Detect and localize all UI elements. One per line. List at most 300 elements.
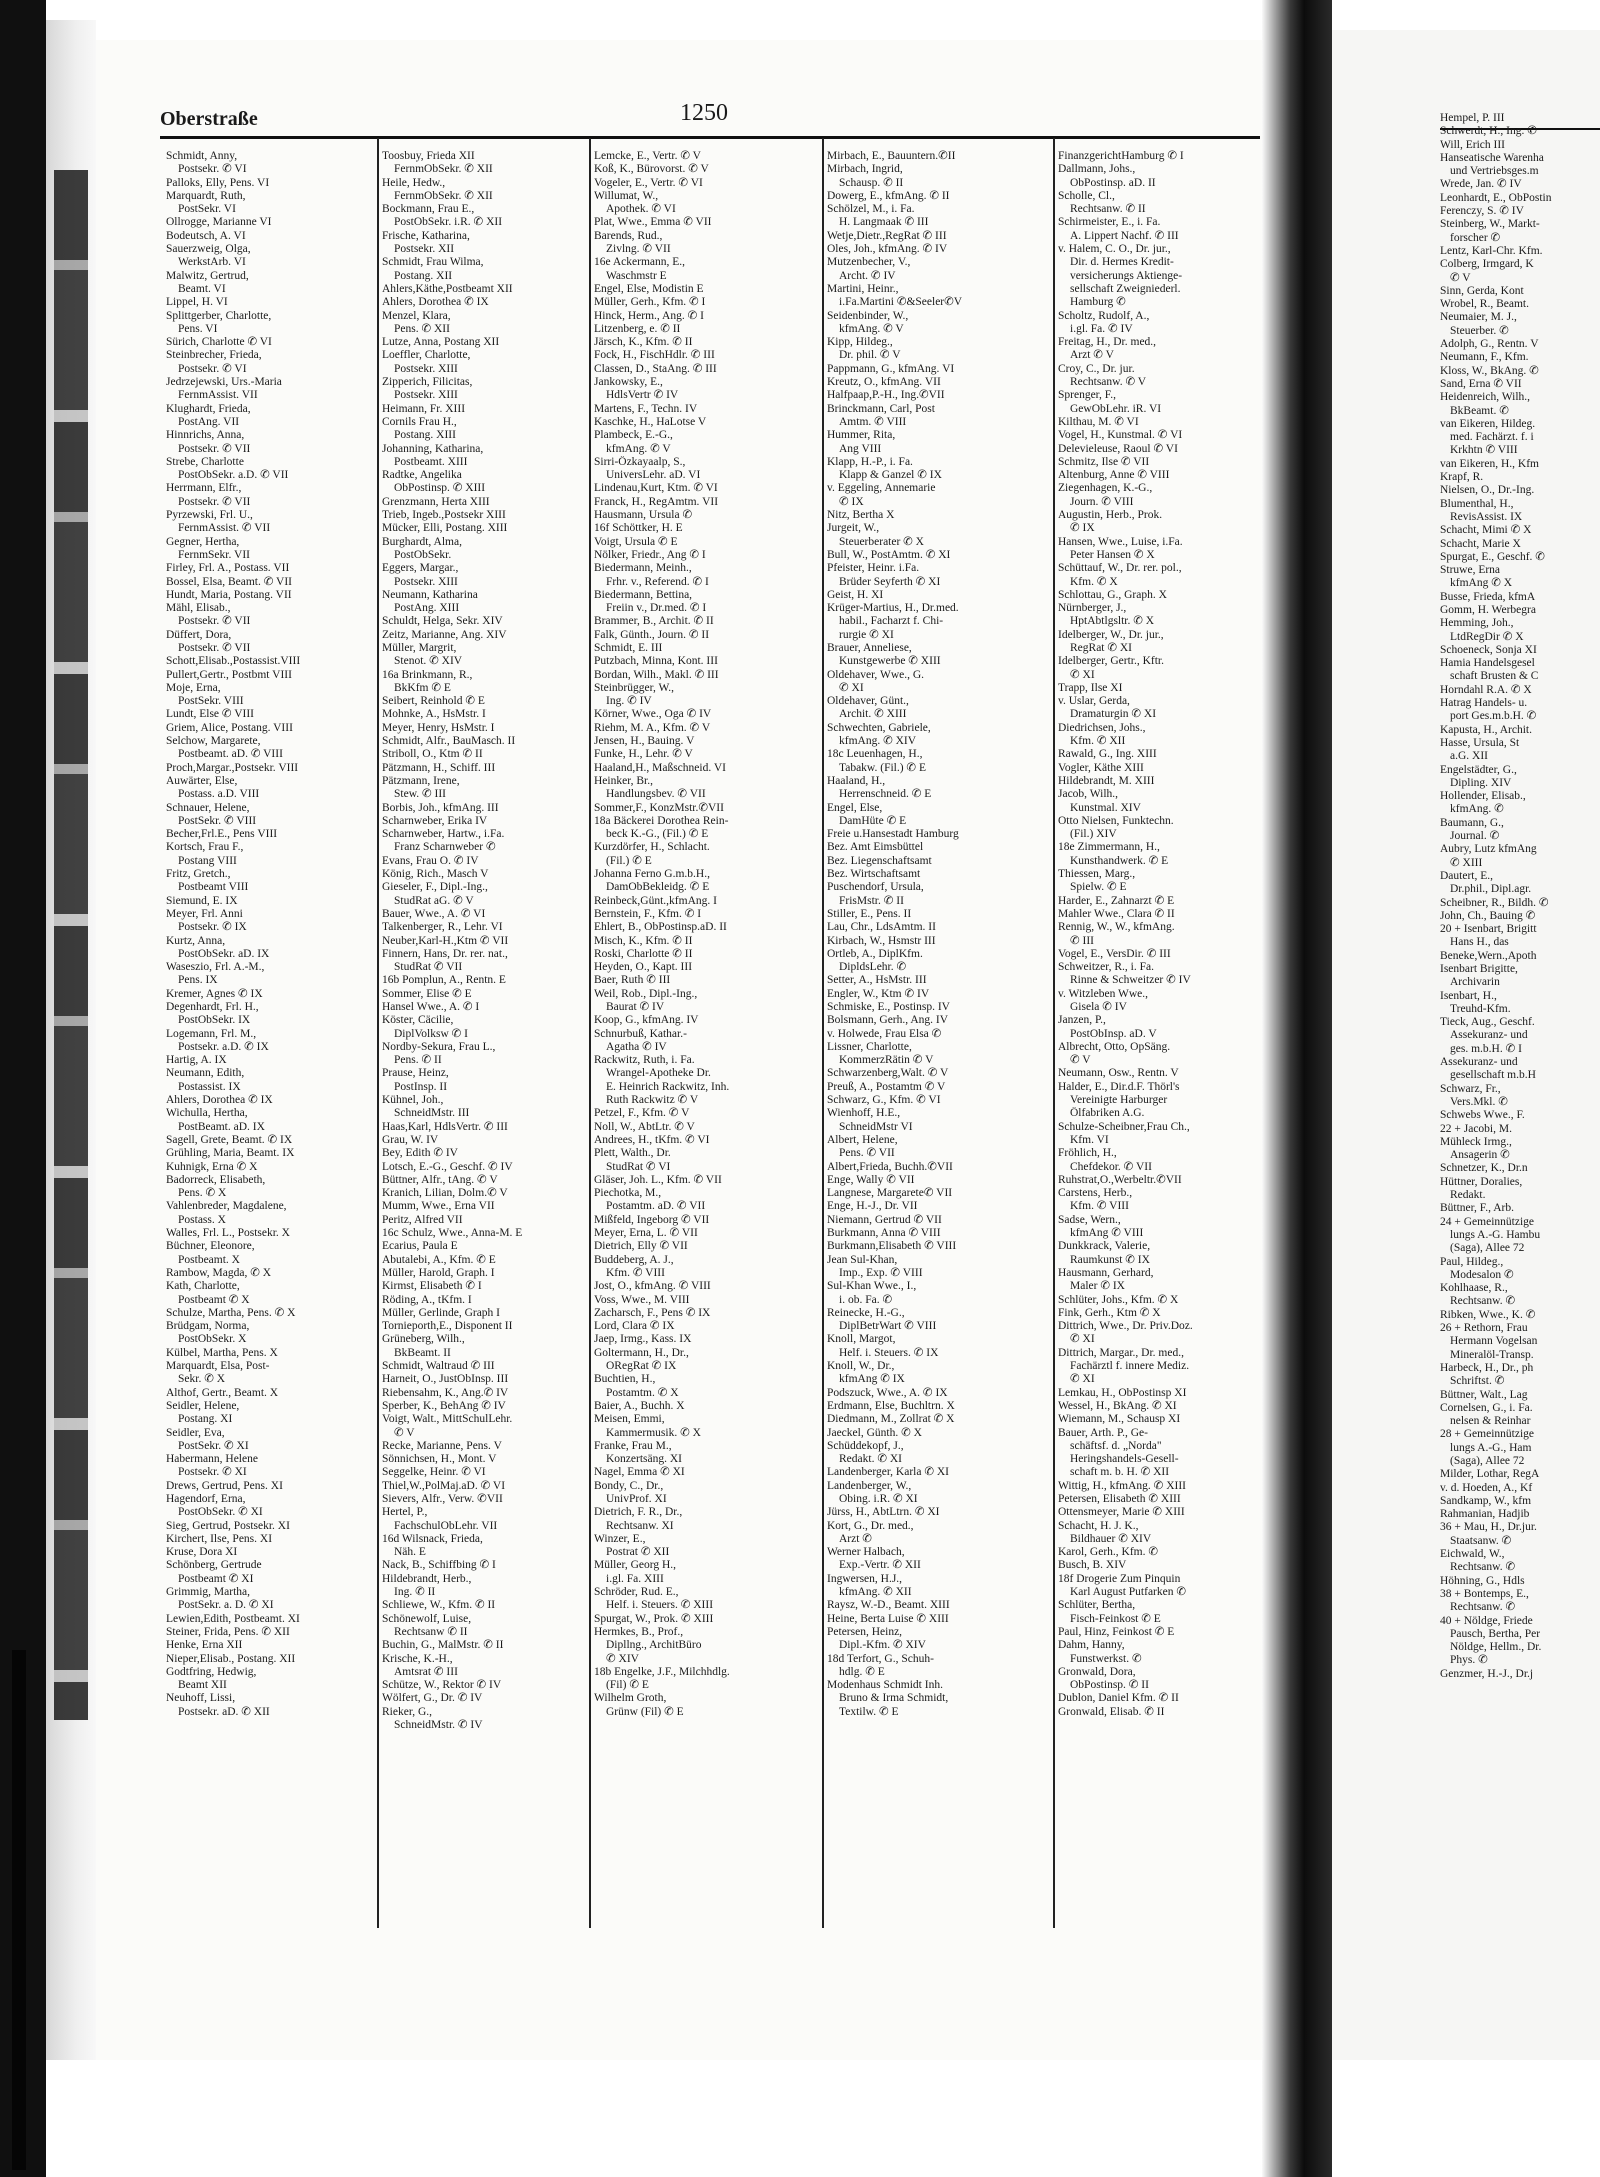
directory-entry: Haas,Karl, HdlsVertr. ✆ III [382,1120,508,1133]
directory-entry: Bez. Amt Eimsbüttel [827,841,924,854]
directory-entry: Krapf, R. [1440,471,1484,484]
directory-entry: Schmidt, Waltraud ✆ III [382,1360,495,1373]
directory-entry: Janzen, P., [1058,1014,1106,1027]
directory-entry: Kort, G., Dr. med., [827,1519,914,1532]
directory-entry: Sand, Erna ✆ VII [1440,377,1522,390]
directory-entry: Striboll, O., Ktm ✆ II [382,748,483,761]
directory-entry: Hempel, P. III [1440,112,1505,124]
directory-entry: Fröhlich, H., [1058,1147,1117,1160]
directory-entry: Fachärztl f. innere Mediz. [1070,1360,1190,1373]
directory-entry: Krüger-Martius, H., Dr.med. [827,602,959,615]
directory-entry: Kilthau, M. ✆ VI [1058,415,1139,428]
directory-entry: Kirbach, W., Hsmstr III [827,934,936,947]
directory-entry: (Fil) ✆ E [606,1679,649,1692]
directory-entry: Büttner, Alfr., tAng. ✆ V [382,1173,498,1186]
directory-entry: kfmAng. ✆ V [606,442,671,455]
directory-entry: Hinnrichs, Anna, [166,429,245,442]
directory-entry: Jensen, H., Bauing. V [594,735,695,748]
directory-entry: Brauer, Anneliese, [827,641,912,654]
directory-entry: Habermann, Helene [166,1453,258,1466]
directory-entry: Landenberger, Karla ✆ XI [827,1466,949,1479]
directory-entry: Rinne & Schweitzer ✆ IV [1070,974,1191,987]
directory-entry: Agatha ✆ IV [606,1040,667,1053]
directory-entry: Bey, Edith ✆ IV [382,1147,458,1160]
directory-entry: Pens. ✆ II [394,1054,442,1067]
directory-entry: Riebensahm, K., Ang.✆ IV [382,1386,509,1399]
directory-entry: Schacht, Mimi ✆ X [1440,524,1532,537]
directory-entry: Moje, Erna, [166,681,221,694]
directory-entry: Degenhardt, Frl. H., [166,1001,259,1013]
directory-entry: (Saga), Allee 72 [1450,1454,1525,1467]
directory-entry: Franz Scharnweber ✆ [394,841,496,854]
directory-entry: Kreutz, O., kfmAng. VII [827,376,941,389]
book-spine [46,20,96,2060]
directory-entry: Kirchert, Ilse, Pens. XI [166,1532,273,1545]
directory-entry: FernmSekr. VII [178,548,250,561]
directory-entry: Schacht, H. J. K., [1058,1519,1139,1532]
directory-entry: Carstens, Herb., [1058,1187,1133,1200]
directory-entry: Hollender, Elisab., [1440,790,1526,803]
directory-entry: 22 + Jacobi, M. [1440,1122,1512,1135]
directory-entry: Ahlers,Käthe,Postbeamt XII [382,282,513,295]
directory-entry: Jürss, H., AbtLtrn. ✆ XI [827,1506,940,1519]
directory-entry: kfmAng. ✆ V [839,322,904,335]
directory-entry: Pätzmann, Irene, [382,774,460,787]
directory-entry: kfmAng. ✆ XII [839,1586,912,1599]
directory-entry: Sommer,F., KonzMstr.✆VII [594,801,724,814]
directory-entry: DiplVolksw ✆ I [394,1027,468,1040]
directory-entry: Mirbach, E., Bauuntern.✆II [827,150,956,162]
directory-entry: Sagell, Grete, Beamt. ✆ IX [166,1133,293,1146]
directory-entry: Postass. a.D. VIII [178,788,260,801]
directory-entry: Engel, Else, [827,801,883,814]
directory-entry: UnivProf. XI [606,1492,667,1505]
column-divider [822,138,824,1928]
directory-entry: Hartig, A. IX [166,1054,227,1067]
directory-entry: Schönberg, Gertrude [166,1559,262,1572]
directory-entry: Rahmanian, Hadjib [1440,1508,1530,1521]
directory-entry: Sprenger, F., [1058,389,1117,402]
directory-entry: Mücker, Elli, Postang. XIII [382,522,508,535]
directory-entry: Mutzenbecher, V., [827,256,911,269]
directory-entry: LtdRegDir ✆ X [1450,630,1524,643]
directory-entry: Scholle, Cl., [1058,189,1115,202]
directory-entry: Dowerg, E., kfmAng. ✆ II [827,189,950,202]
directory-entry: Grüneberg, Wilh., [382,1333,465,1346]
directory-entry: Heile, Hedw., [382,176,446,189]
directory-entry: Petzel, F., Kfm. ✆ V [594,1107,690,1120]
directory-entry: Kohlhaase, R., [1440,1282,1508,1295]
directory-entry: DamHüte ✆ E [839,814,907,827]
directory-entry: Logemann, Frl. M., [166,1027,257,1040]
directory-entry: Jean Sul-Khan, [827,1253,898,1266]
directory-entry: 24 + Gemeinnützige [1440,1215,1534,1228]
directory-entry: Kremer, Agnes ✆ IX [166,987,263,1000]
directory-entry: Wetje,Dietr.,RegRat ✆ III [827,229,947,242]
directory-entry: Kaschke, H., HaLotse V [594,415,707,428]
directory-entry: Hausmann, Gerhard, [1058,1266,1154,1279]
page-number: 1250 [680,100,728,126]
directory-entry: Lissner, Charlotte, [827,1040,912,1053]
directory-entry: Hamia Handelsgesel [1440,657,1535,670]
directory-entry: Pfeister, Heinr. i.Fa. [827,562,920,575]
directory-entry: i.Fa.Martini ✆&Seeler✆V [839,296,963,309]
directory-entry: Meyer, Erna, L. ✆ VII [594,1227,698,1240]
directory-entry: Dramaturgin ✆ XI [1070,708,1157,721]
directory-entry: ✆ V [1070,1054,1091,1067]
directory-entry: Thiessen, Marg., [1058,868,1136,881]
directory-entry: Schmidt, Frau Wilma, [382,256,484,269]
directory-entry: Ing. ✆ IV [606,695,652,708]
directory-entry: Baer, Ruth ✆ III [594,974,671,987]
directory-entry: Meyer, Henry, HsMstr. I [382,721,495,734]
directory-entry: 26 + Rethorn, Frau [1440,1322,1528,1335]
directory-entry: Steinberg, W., Markt- [1440,218,1540,231]
directory-entry: Bodeutsch, A. VI [166,229,246,242]
directory-entry: Karol, Gerh., Kfm. ✆ [1058,1546,1159,1559]
directory-entry: Hausmann, Ursula ✆ [594,509,693,522]
directory-entry: Frische, Katharina, [382,229,470,242]
directory-entry: Assekuranz- und [1440,1056,1518,1069]
directory-entry: Phys. ✆ [1450,1654,1488,1667]
directory-entry: PostObSekr. X [178,1333,247,1346]
directory-entry: Herrmann, Elfr., [166,482,242,495]
directory-entry: Ruhstrat,O.,Werbeltr.✆VII [1058,1173,1182,1186]
directory-entry: ObPostinsp. ✆ II [1070,1679,1149,1692]
directory-entry: Putzbach, Minna, Kont. III [594,655,718,668]
directory-column-5 [1058,150,1258,1719]
directory-entry: DipldsLehr. ✆ [839,961,907,974]
directory-entry: Idelberger, Gertr., Kftr. [1058,655,1164,668]
directory-entry: Recke, Marianne, Pens. V [382,1439,502,1452]
directory-entry: Idelberger, W., Dr. jur., [1058,628,1164,641]
directory-entry: Kfm. ✆ VIII [606,1266,665,1279]
directory-entry: Knoll, Margot, [827,1333,896,1346]
directory-entry: Krische, K.-H., [382,1652,453,1665]
directory-entry: Schwebs Wwe., F. [1440,1109,1525,1122]
directory-entry: Thiel,W.,PolMaj.aD. ✆ VI [382,1479,506,1492]
directory-entry: Ferenczy, S. ✆ IV [1440,205,1524,218]
directory-entry: ✆ IX [1070,522,1095,535]
directory-entry: Spurgat, W., Prok. ✆ XIII [594,1612,714,1625]
directory-entry: Peritz, Alfred VII [382,1213,463,1226]
directory-entry: FrisMstr. ✆ II [839,894,904,907]
directory-entry: Wienhoff, H.E., [827,1107,901,1120]
directory-entry: Müller, Georg H., [594,1559,677,1572]
directory-entry: Finnern, Hans, Dr. rer. nat., [382,947,508,960]
directory-entry: Palloks, Elly, Pens. VI [166,176,270,189]
directory-entry: ✆ III [1070,934,1094,947]
directory-entry: PostInsp. II [394,1080,448,1093]
directory-entry: Bildhauer ✆ XIV [1070,1532,1152,1545]
directory-entry: Dipllng., ArchitBüro [606,1639,702,1652]
directory-entry: Steiner, Frida, Pens. ✆ XII [166,1625,290,1638]
directory-entry: Dittrich, Wwe., Dr. Priv.Doz. [1058,1320,1193,1333]
directory-entry: Setter, A., HsMstr. III [827,974,927,987]
directory-entry: Konzertsäng. XI [606,1453,683,1466]
directory-entry: Sirri-Özkayaalp, S., [594,455,686,468]
binding-strip [12,1650,26,2170]
directory-entry: Schröder, Rud. E., [594,1586,679,1599]
directory-entry: Bordan, Wilh., Makl. ✆ III [594,668,719,681]
directory-entry: Voigt, Ursula ✆ E [594,535,678,548]
directory-entry: Wrede, Jan. ✆ IV [1440,178,1522,191]
directory-entry: Postsekr. XII [394,243,455,256]
directory-entry: ObPostinsp. ✆ XIII [394,482,486,495]
directory-entry: 18f Drogerie Zum Pinquin [1058,1572,1181,1585]
directory-entry: Sönnichsen, H., Mont. V [382,1453,497,1466]
directory-entry: Schausp. ✆ II [839,176,904,189]
directory-entry: Busse, Frieda, kfmA [1440,590,1536,603]
directory-entry: Nielsen, O., Dr.-Ing. [1440,484,1535,497]
directory-entry: Colberg, Irmgard, K [1440,258,1534,271]
directory-entry: schaft Brusten & C [1450,670,1539,683]
directory-entry: Postsekr. ✆ VII [178,495,251,508]
directory-entry: Sul-Khan Wwe., I., [827,1280,917,1293]
directory-entry: Buchtien, H., [594,1373,656,1386]
directory-entry: Wittig, H., kfmAng. ✆ XIII [1058,1479,1186,1492]
directory-entry: Isenbart Brigitte, [1440,963,1518,975]
directory-entry: versicherungs Aktienge- [1070,269,1183,282]
directory-entry: Bull, W., PostAmtm. ✆ XI [827,548,951,561]
directory-entry: StudRat ✆ VII [394,961,463,974]
directory-entry: Sieg, Gertrud, Postsekr. XI [166,1519,290,1532]
directory-entry: Paul, Hildeg., [1440,1255,1504,1268]
directory-entry: Vogeler, E., Vertr. ✆ VI [594,176,703,189]
directory-entry: rurgie ✆ XI [839,628,894,641]
directory-entry: Jost, O., kfmAng. ✆ VIII [594,1280,711,1293]
directory-entry: Wessel, H., BkAng. ✆ XI [1058,1399,1177,1412]
directory-entry: StudRat aG. ✆ V [394,894,474,907]
directory-entry: Plett, Walth., Dr. [594,1147,671,1160]
directory-entry: Tornieporth,E., Disponent II [382,1320,513,1333]
directory-entry: Sadse, Wern., [1058,1213,1121,1226]
directory-entry: Schölzel, M., i. Fa. [827,203,915,216]
directory-entry: Handlungsbev. ✆ VII [606,788,706,801]
directory-entry: GewObLehr. iR. VI [1070,402,1162,415]
directory-entry: Schmidt, Anny, [166,150,238,162]
directory-entry: Toosbuy, Frieda XII [382,150,475,162]
directory-entry: Müller, Gerh., Kfm. ✆ I [594,296,706,309]
directory-entry: Lemkau, H., ObPostinsp XI [1058,1386,1187,1399]
directory-entry: Sievers, Alfr., Verw. ✆VII [382,1492,503,1505]
directory-entry: Gieseler, F., Dipl.-Ing., [382,881,488,894]
directory-entry: Tieck, Aug., Geschf. [1440,1016,1535,1029]
directory-entry: 40 + Nöldge, Friede [1440,1614,1533,1627]
directory-entry: Steinbrügger, W., [594,681,675,694]
directory-entry: Dipling. XIV [1450,776,1512,789]
directory-entry: Rambow, Magda, ✆ X [166,1266,272,1279]
directory-entry: Nieper,Elisab., Postang. XII [166,1652,296,1665]
directory-entry: Postang. XI [178,1413,233,1426]
directory-entry: Ahlers, Dorothea ✆ IX [166,1094,273,1107]
directory-entry: Pens. VI [178,322,218,335]
directory-entry: Dr. phil. ✆ V [839,349,901,362]
directory-entry: Neuhoff, Lissi, [166,1692,236,1705]
directory-entry: med. Fachärzt. f. i [1450,431,1534,444]
directory-entry: schäftsf. d. „Norda" [1070,1439,1162,1452]
directory-entry: 18e Zimmermann, H., [1058,841,1160,854]
directory-entry: 16a Brinkmann, R., [382,668,473,681]
directory-entry: Augustin, Herb., Prok. [1058,509,1163,522]
directory-entry: Postsekr. ✆ VII [178,442,251,455]
directory-entry: Albert,Frieda, Buchh.✆VII [827,1160,953,1173]
directory-entry: Pens. IX [178,974,218,987]
directory-entry: Genzmer, H.-J., Dr.j [1440,1667,1534,1680]
directory-entry: kfmAng ✆ VIII [1070,1227,1144,1240]
directory-entry: Postassist. IX [178,1080,241,1093]
directory-entry: Journ. ✆ VIII [1070,495,1134,508]
directory-entry: Geist, H. XI [827,588,884,601]
directory-entry: Schacht, Marie X [1440,537,1521,550]
column-divider [1053,138,1055,1928]
directory-entry: Kunstmal. XIV [1070,801,1141,814]
directory-entry: Vogel, E., VersDir. ✆ III [1058,947,1171,960]
directory-entry: 16f Schöttker, H. E [594,522,683,535]
directory-entry: John, Ch., Bauing ✆ [1440,909,1536,922]
directory-entry: PostObSekr. ✆ XI [178,1506,263,1519]
directory-entry: Schulze-Scheibner,Frau Ch., [1058,1120,1190,1133]
directory-entry: Langnese, Margarete✆ VII [827,1187,953,1200]
directory-entry: Vogler, Käthe XIII [1058,761,1144,774]
directory-entry: Düffert, Dora, [166,628,232,641]
directory-entry: Postsekr. a.D. ✆ IX [178,1040,269,1053]
directory-entry: Lentz, Karl-Chr. Kfm. [1440,244,1543,257]
directory-entry: Scheibner, R., Bildh. ✆ [1440,896,1549,909]
directory-entry: Seibert, Reinhold ✆ E [382,695,485,708]
directory-entry: Voss, Wwe., M. VIII [594,1293,690,1306]
directory-entry: Bossel, Elsa, Beamt. ✆ VII [166,575,293,588]
directory-entry: Müller, Harold, Graph. I [382,1266,495,1279]
directory-entry: Kloss, W., BkAng. ✆ [1440,364,1539,377]
directory-entry: Frhr. v., Referend. ✆ I [606,575,709,588]
directory-entry: Pausch, Bertha, Per [1450,1627,1541,1640]
directory-entry: Dittrich, Margar., Dr. med., [1058,1346,1184,1359]
directory-entry: Neuber,Karl-H.,Ktm ✆ VII [382,934,509,947]
directory-entry: Postsekr. ✆ VII [178,641,251,654]
directory-entry: Postsekr. ✆ IX [178,921,247,934]
directory-entry: Trieb, Ingeb.,Postsekr XIII [382,509,506,522]
directory-entry: 36 + Mau, H., Dr.jur. [1440,1521,1537,1534]
directory-entry: Näh. E [394,1546,426,1559]
directory-entry: Schüttauf, W., Dr. rer. pol., [1058,562,1182,575]
directory-entry: v. d. Hoeden, A., Kf [1440,1481,1533,1494]
column-divider [377,138,379,1928]
directory-entry: Hertel, P., [382,1506,428,1519]
directory-entry: Funstwerkst. ✆ [1070,1652,1142,1665]
directory-entry: Tabakw. (Fil.) ✆ E [839,761,926,774]
directory-entry: Winzer, E., [594,1532,646,1545]
directory-entry: Weil, Rob., Dipl.-Ing., [594,987,698,1000]
directory-entry: Imp., Exp. ✆ VIII [839,1266,923,1279]
directory-entry: Ecarius, Paula E [382,1240,458,1253]
directory-entry: gesellschaft m.b.H [1450,1069,1536,1082]
directory-entry: Fock, H., FischHdlr. ✆ III [594,349,715,362]
directory-entry: Müller, Margrit, [382,641,457,654]
directory-entry: Pens. ✆ X [178,1187,227,1200]
directory-entry: SchneidMstr VI [839,1120,913,1133]
directory-entry: Paul, Hinz, Feinkost ✆ E [1058,1625,1175,1638]
directory-entry: 16b Pomplun, A., Rentn. E [382,974,506,987]
directory-entry: Schönewolf, Luise, [382,1612,472,1625]
directory-entry: Burkmann, Anna ✆ VIII [827,1227,941,1240]
directory-entry: Hermkes, B., Prof., [594,1625,684,1638]
directory-entry: Freie u.Hansestadt Hamburg [827,828,959,841]
directory-entry: Heidenreich, Wilh., [1440,391,1531,404]
directory-entry: Nürnberger, J., [1058,602,1127,615]
directory-entry: Wrobel, R., Beamt. [1440,298,1529,311]
directory-entry: Bernstein, F., Kfm. ✆ I [594,907,702,920]
directory-entry: i.gl. Fa. XIII [606,1572,664,1585]
directory-entry: Dahm, Hanny, [1058,1639,1125,1652]
directory-entry: Postsekr. aD. ✆ XII [178,1705,270,1718]
directory-entry: (Fil.) XIV [1070,828,1117,841]
directory-entry: PostObSekr. aD. IX [178,947,270,960]
directory-entry: Postamtm. ✆ X [606,1386,679,1399]
directory-entry: Assekuranz- und [1450,1029,1528,1042]
directory-entry: FinanzgerichtHamburg ✆ I [1058,150,1184,162]
directory-entry: PostSekr. VI [178,203,236,216]
directory-entry: Blumenthal, H., [1440,497,1514,510]
directory-entry: Textilw. ✆ E [839,1705,899,1718]
directory-entry: Rechtsanw. ✆ II [1070,203,1146,216]
directory-entry: hdlg. ✆ E [839,1665,885,1678]
directory-entry: Freitag, H., Dr. med., [1058,336,1157,349]
directory-entry: Hagendorf, Erna, [166,1492,246,1505]
directory-entry: Modesalon ✆ [1450,1268,1514,1281]
directory-entry: Fink, Gerh., Ktm ✆ X [1058,1306,1161,1319]
directory-entry: Spurgat, E., Geschf. ✆ [1440,550,1545,563]
directory-entry: Koop, G., kfmAng. IV [594,1014,699,1027]
directory-entry: Herrenschneid. ✆ E [839,788,932,801]
directory-entry: Oldehaver, Günt., [827,695,909,708]
directory-entry: Mißfeld, Ingeborg ✆ VII [594,1213,710,1226]
directory-entry: Sürich, Charlotte ✆ VI [166,336,272,349]
directory-entry: Dietrich, Elly ✆ VII [594,1240,688,1253]
directory-entry: Schweitzer, R., i. Fa. [1058,961,1154,974]
directory-entry: Pappmann, G., kfmAng. VI [827,362,955,375]
directory-entry: 18d Terfort, G., Schuh- [827,1652,934,1665]
directory-entry: Oldehaver, Wwe., G. [827,668,925,681]
directory-entry: Dallmann, Johs., [1058,163,1136,176]
directory-entry: Schütze, W., Rektor ✆ IV [382,1679,502,1692]
directory-entry: Milder, Lothar, RegA [1440,1468,1540,1481]
directory-entry: 16e Ackermann, E., [594,256,686,269]
directory-entry: Voigt, Walt., MittSchulLehr. [382,1413,513,1426]
directory-entry: Neumann, F., Kfm. [1440,351,1529,364]
directory-entry: Grenzmann, Herta XIII [382,495,490,508]
directory-entry: Schnetzer, K., Dr.n [1440,1162,1528,1175]
directory-entry: Sperber, K., BehAng ✆ IV [382,1399,506,1412]
directory-entry: HdlsVertr ✆ IV [606,389,679,402]
directory-entry: Freiin v., Dr.med. ✆ I [606,602,707,615]
directory-entry: Drews, Gertrud, Pens. XI [166,1479,283,1492]
directory-entry: Adolph, G., Rentn. V [1440,338,1539,351]
directory-entry: Kfm. ✆ XII [1070,735,1126,748]
directory-entry: Schott,Elisab.,Postassist.VIII [166,655,301,668]
directory-entry: Goltermann, H., Dr., [594,1346,689,1359]
directory-entry: ORegRat ✆ IX [606,1360,677,1373]
directory-entry: Proch,Margar.,Postsekr. VIII [166,761,299,774]
directory-entry: Ing. ✆ II [394,1586,436,1599]
directory-entry: Kuhnigk, Erna ✆ X [166,1160,258,1173]
directory-entry: Spielw. ✆ E [1070,881,1127,894]
directory-entry: v. Holwede, Frau Elsa ✆ [827,1027,942,1040]
directory-entry: Chefdekor. ✆ VII [1070,1160,1152,1173]
directory-entry: Puschendorf, Ursula, [827,881,924,894]
directory-entry: v. Witzleben Wwe., [1058,987,1149,1000]
directory-entry: Reinecke, H.-G., [827,1306,905,1319]
